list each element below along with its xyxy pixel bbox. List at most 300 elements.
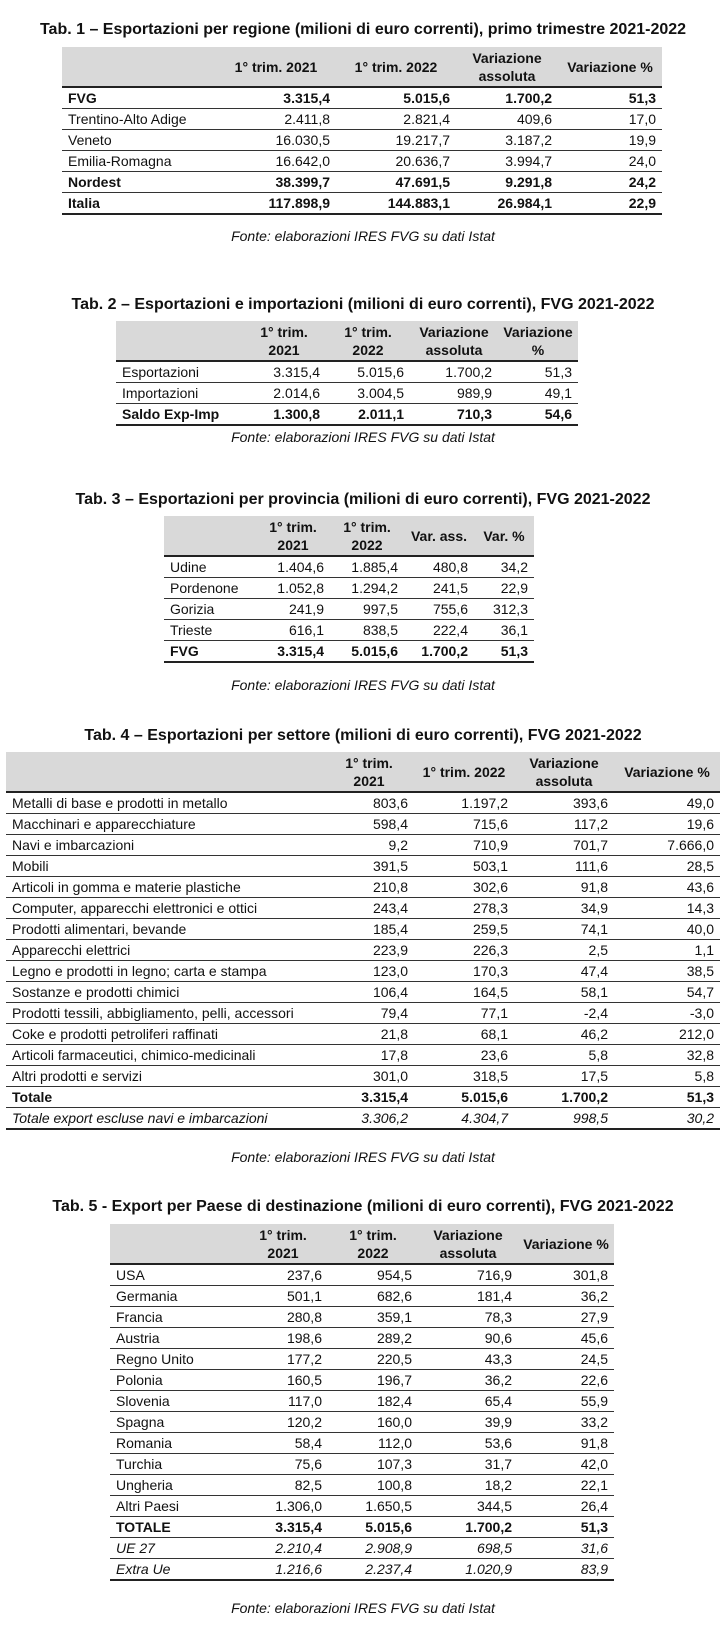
row-label: Romania — [110, 1433, 238, 1454]
header-cell: Variazione % — [614, 752, 720, 792]
value-cell: 259,5 — [414, 919, 514, 940]
header-cell-empty — [62, 47, 216, 87]
value-cell: 75,6 — [238, 1454, 328, 1475]
table-row — [110, 1433, 614, 1454]
value-cell: 91,8 — [518, 1433, 614, 1454]
header-cell: Variazione assoluta — [410, 321, 498, 361]
header-cell-empty — [116, 321, 242, 361]
table-row — [6, 1045, 720, 1066]
table-row — [116, 383, 578, 404]
value-cell: 198,6 — [238, 1328, 328, 1349]
row-label: Emilia-Romagna — [62, 151, 216, 172]
value-cell: 1.700,2 — [514, 1087, 614, 1108]
value-cell: 17,8 — [324, 1045, 414, 1066]
value-cell: 22,6 — [518, 1370, 614, 1391]
row-label: Gorizia — [164, 599, 256, 620]
row-label: Legno e prodotti in legno; carta e stampa — [6, 961, 324, 982]
tab1-source: Fonte: elaborazioni IRES FVG su dati Istat — [231, 228, 495, 244]
table-row — [6, 835, 720, 856]
value-cell: 36,1 — [474, 620, 534, 641]
row-label: Articoli farmaceutici, chimico-medicinali — [6, 1045, 324, 1066]
header-cell: Variazione assoluta — [456, 47, 558, 87]
value-cell: 1.404,6 — [256, 556, 330, 578]
row-label: Nordest — [62, 172, 216, 193]
table-row — [110, 1286, 614, 1307]
tab5-title: Tab. 5 - Export per Paese di destinazione (milioni di euro correnti), FVG 2021-2022 — [52, 1198, 674, 1215]
value-cell: 38.399,7 — [216, 172, 336, 193]
value-cell: 1.052,8 — [256, 578, 330, 599]
value-cell: 31,7 — [418, 1454, 518, 1475]
value-cell: 698,5 — [418, 1538, 518, 1559]
row-label: Slovenia — [110, 1391, 238, 1412]
header-row — [110, 1224, 614, 1264]
value-cell: 17,0 — [558, 109, 662, 130]
value-cell: 100,8 — [328, 1475, 418, 1496]
value-cell: 222,4 — [404, 620, 474, 641]
value-cell: 51,3 — [474, 641, 534, 663]
row-label: Mobili — [6, 856, 324, 877]
value-cell: 182,4 — [328, 1391, 418, 1412]
value-cell: 45,6 — [518, 1328, 614, 1349]
header-cell: 1° trim. 2021 — [256, 516, 330, 556]
value-cell: 51,3 — [498, 361, 578, 383]
row-label: Apparecchi elettrici — [6, 940, 324, 961]
value-cell: 30,2 — [614, 1108, 720, 1130]
table-row — [164, 620, 534, 641]
value-cell: 144.883,1 — [336, 193, 456, 215]
value-cell: 3.315,4 — [256, 641, 330, 663]
value-cell: 5,8 — [614, 1066, 720, 1087]
value-cell: 18,2 — [418, 1475, 518, 1496]
row-label: Saldo Exp-Imp — [116, 404, 242, 426]
value-cell: 210,8 — [324, 877, 414, 898]
value-cell: 74,1 — [514, 919, 614, 940]
header-cell: 1° trim. 2022 — [336, 47, 456, 87]
value-cell: 1.020,9 — [418, 1559, 518, 1581]
value-cell: 79,4 — [324, 1003, 414, 1024]
value-cell: 49,1 — [498, 383, 578, 404]
tab5-source: Fonte: elaborazioni IRES FVG su dati Istat — [231, 1600, 495, 1616]
value-cell: 33,2 — [518, 1412, 614, 1433]
header-row — [164, 516, 534, 556]
row-label: Computer, apparecchi elettronici e ottici — [6, 898, 324, 919]
value-cell: 223,9 — [324, 940, 414, 961]
value-cell: 359,1 — [328, 1307, 418, 1328]
tab1-table — [62, 47, 662, 215]
value-cell: 51,3 — [614, 1087, 720, 1108]
row-label: FVG — [164, 641, 256, 663]
value-cell: 803,6 — [324, 792, 414, 814]
row-label: Francia — [110, 1307, 238, 1328]
table-row — [110, 1307, 614, 1328]
value-cell: 1.650,5 — [328, 1496, 418, 1517]
value-cell: 83,9 — [518, 1559, 614, 1581]
value-cell: 17,5 — [514, 1066, 614, 1087]
value-cell: 1.700,2 — [456, 87, 558, 109]
table-row — [110, 1538, 614, 1559]
value-cell: 3.306,2 — [324, 1108, 414, 1130]
value-cell: 5.015,6 — [328, 1517, 418, 1538]
value-cell: 19.217,7 — [336, 130, 456, 151]
value-cell: 21,8 — [324, 1024, 414, 1045]
header-row — [62, 47, 662, 87]
value-cell: 19,9 — [558, 130, 662, 151]
value-cell: 997,5 — [330, 599, 404, 620]
value-cell: 106,4 — [324, 982, 414, 1003]
row-label: Trentino-Alto Adige — [62, 109, 216, 130]
tab4-title: Tab. 4 – Esportazioni per settore (milioni di euro correnti), FVG 2021-2022 — [84, 727, 642, 744]
header-cell: 1° trim. 2022 — [326, 321, 410, 361]
table-row — [116, 404, 578, 426]
row-label: Udine — [164, 556, 256, 578]
header-cell: Var. ass. — [404, 516, 474, 556]
value-cell: 19,6 — [614, 814, 720, 835]
value-cell: 36,2 — [418, 1370, 518, 1391]
value-cell: 5,8 — [514, 1045, 614, 1066]
table-row — [164, 599, 534, 620]
value-cell: 38,5 — [614, 961, 720, 982]
value-cell: 47.691,5 — [336, 172, 456, 193]
row-label: UE 27 — [110, 1538, 238, 1559]
value-cell: 91,8 — [514, 877, 614, 898]
table-row — [6, 1024, 720, 1045]
table-row — [6, 1066, 720, 1087]
row-label: Prodotti tessili, abbigliamento, pelli, accessori — [6, 1003, 324, 1024]
row-label: Germania — [110, 1286, 238, 1307]
value-cell: 26,4 — [518, 1496, 614, 1517]
value-cell: 5.015,6 — [326, 361, 410, 383]
value-cell: 710,3 — [410, 404, 498, 426]
value-cell: 170,3 — [414, 961, 514, 982]
value-cell: 1.700,2 — [418, 1517, 518, 1538]
value-cell: 47,4 — [514, 961, 614, 982]
value-cell: 54,7 — [614, 982, 720, 1003]
header-row — [6, 752, 720, 792]
value-cell: 1.294,2 — [330, 578, 404, 599]
row-label: Altri prodotti e servizi — [6, 1066, 324, 1087]
row-label: Esportazioni — [116, 361, 242, 383]
value-cell: 34,2 — [474, 556, 534, 578]
row-label: Extra Ue — [110, 1559, 238, 1581]
value-cell: 111,6 — [514, 856, 614, 877]
value-cell: 24,2 — [558, 172, 662, 193]
table-row — [6, 856, 720, 877]
value-cell: 682,6 — [328, 1286, 418, 1307]
header-cell: Variazione % — [558, 47, 662, 87]
header-cell: Variazione assoluta — [418, 1224, 518, 1264]
row-label: Veneto — [62, 130, 216, 151]
value-cell: 55,9 — [518, 1391, 614, 1412]
row-label: USA — [110, 1264, 238, 1286]
value-cell: 5.015,6 — [330, 641, 404, 663]
row-label: Turchia — [110, 1454, 238, 1475]
value-cell: 112,0 — [328, 1433, 418, 1454]
row-label: TOTALE — [110, 1517, 238, 1538]
value-cell: 26.984,1 — [456, 193, 558, 215]
value-cell: 65,4 — [418, 1391, 518, 1412]
value-cell: 301,0 — [324, 1066, 414, 1087]
value-cell: 24,5 — [518, 1349, 614, 1370]
value-cell: 16.030,5 — [216, 130, 336, 151]
row-label: Italia — [62, 193, 216, 215]
value-cell: 954,5 — [328, 1264, 418, 1286]
table-row — [110, 1370, 614, 1391]
value-cell: 43,6 — [614, 877, 720, 898]
value-cell: 3.315,4 — [216, 87, 336, 109]
value-cell: 23,6 — [414, 1045, 514, 1066]
table-row — [6, 814, 720, 835]
header-cell: 1° trim. 2022 — [330, 516, 404, 556]
tab4-table — [6, 752, 720, 1130]
value-cell: 28,5 — [614, 856, 720, 877]
value-cell: 34,9 — [514, 898, 614, 919]
value-cell: 393,6 — [514, 792, 614, 814]
header-cell: 1° trim. 2021 — [216, 47, 336, 87]
value-cell: -2,4 — [514, 1003, 614, 1024]
header-cell: Variazione % — [498, 321, 578, 361]
value-cell: 220,5 — [328, 1349, 418, 1370]
table-row — [62, 87, 662, 109]
header-row — [116, 321, 578, 361]
value-cell: 616,1 — [256, 620, 330, 641]
tab2-table — [116, 321, 578, 426]
value-cell: 53,6 — [418, 1433, 518, 1454]
value-cell: 16.642,0 — [216, 151, 336, 172]
row-label: FVG — [62, 87, 216, 109]
value-cell: 40,0 — [614, 919, 720, 940]
value-cell: 212,0 — [614, 1024, 720, 1045]
value-cell: 3.315,4 — [324, 1087, 414, 1108]
value-cell: 49,0 — [614, 792, 720, 814]
table-row — [110, 1412, 614, 1433]
value-cell: 2.237,4 — [328, 1559, 418, 1581]
table-row — [6, 1003, 720, 1024]
value-cell: 289,2 — [328, 1328, 418, 1349]
header-cell: Variazione % — [518, 1224, 614, 1264]
table-row — [62, 151, 662, 172]
value-cell: 32,8 — [614, 1045, 720, 1066]
value-cell: 160,5 — [238, 1370, 328, 1391]
value-cell: 501,1 — [238, 1286, 328, 1307]
value-cell: 716,9 — [418, 1264, 518, 1286]
value-cell: 51,3 — [518, 1517, 614, 1538]
table-row — [6, 898, 720, 919]
tab3-title: Tab. 3 – Esportazioni per provincia (milioni di euro correnti), FVG 2021-2022 — [75, 491, 651, 508]
value-cell: 302,6 — [414, 877, 514, 898]
value-cell: 78,3 — [418, 1307, 518, 1328]
value-cell: 46,2 — [514, 1024, 614, 1045]
row-label: Spagna — [110, 1412, 238, 1433]
tab2-title: Tab. 2 – Esportazioni e importazioni (milioni di euro correnti), FVG 2021-2022 — [71, 296, 655, 313]
header-cell: 1° trim. 2021 — [242, 321, 326, 361]
table-row — [110, 1349, 614, 1370]
value-cell: 998,5 — [514, 1108, 614, 1130]
value-cell: 185,4 — [324, 919, 414, 940]
value-cell: 1.216,6 — [238, 1559, 328, 1581]
row-label: Austria — [110, 1328, 238, 1349]
table-row — [62, 109, 662, 130]
value-cell: 9,2 — [324, 835, 414, 856]
value-cell: 503,1 — [414, 856, 514, 877]
value-cell: 2.011,1 — [326, 404, 410, 426]
header-cell: Var. % — [474, 516, 534, 556]
table-row — [164, 556, 534, 578]
value-cell: 5.015,6 — [414, 1087, 514, 1108]
value-cell: 22,9 — [558, 193, 662, 215]
value-cell: 710,9 — [414, 835, 514, 856]
table-row — [6, 792, 720, 814]
row-label: Totale — [6, 1087, 324, 1108]
value-cell: 20.636,7 — [336, 151, 456, 172]
value-cell: 1.300,8 — [242, 404, 326, 426]
tab3-source: Fonte: elaborazioni IRES FVG su dati Istat — [231, 677, 495, 693]
value-cell: 58,4 — [238, 1433, 328, 1454]
table-row — [164, 641, 534, 663]
table-row — [110, 1559, 614, 1581]
row-label: Importazioni — [116, 383, 242, 404]
value-cell: 1.885,4 — [330, 556, 404, 578]
value-cell: 1.197,2 — [414, 792, 514, 814]
table-row — [6, 1087, 720, 1108]
header-cell: 1° trim. 2021 — [238, 1224, 328, 1264]
table-row — [62, 172, 662, 193]
row-label: Regno Unito — [110, 1349, 238, 1370]
value-cell: 989,9 — [410, 383, 498, 404]
row-label: Coke e prodotti petroliferi raffinati — [6, 1024, 324, 1045]
row-label: Altri Paesi — [110, 1496, 238, 1517]
value-cell: 226,3 — [414, 940, 514, 961]
value-cell: 36,2 — [518, 1286, 614, 1307]
value-cell: 2.014,6 — [242, 383, 326, 404]
value-cell: 107,3 — [328, 1454, 418, 1475]
table-row — [110, 1264, 614, 1286]
value-cell: 177,2 — [238, 1349, 328, 1370]
value-cell: 318,5 — [414, 1066, 514, 1087]
value-cell: 243,4 — [324, 898, 414, 919]
tab3-table — [164, 516, 534, 663]
value-cell: 391,5 — [324, 856, 414, 877]
value-cell: 82,5 — [238, 1475, 328, 1496]
value-cell: 181,4 — [418, 1286, 518, 1307]
tab2-source: Fonte: elaborazioni IRES FVG su dati Istat — [231, 429, 495, 445]
tab1-title: Tab. 1 – Esportazioni per regione (milioni di euro correnti), primo trimestre 2021-2022 — [39, 21, 687, 38]
value-cell: 241,5 — [404, 578, 474, 599]
header-cell: 1° trim. 2021 — [324, 752, 414, 792]
value-cell: 54,6 — [498, 404, 578, 426]
table-row — [6, 961, 720, 982]
value-cell: 1.306,0 — [238, 1496, 328, 1517]
row-label: Prodotti alimentari, bevande — [6, 919, 324, 940]
value-cell: 344,5 — [418, 1496, 518, 1517]
value-cell: 5.015,6 — [336, 87, 456, 109]
value-cell: 838,5 — [330, 620, 404, 641]
value-cell: 3.994,7 — [456, 151, 558, 172]
value-cell: 1.700,2 — [404, 641, 474, 663]
value-cell: 237,6 — [238, 1264, 328, 1286]
value-cell: 301,8 — [518, 1264, 614, 1286]
value-cell: 3.187,2 — [456, 130, 558, 151]
value-cell: 480,8 — [404, 556, 474, 578]
value-cell: 9.291,8 — [456, 172, 558, 193]
value-cell: 2.210,4 — [238, 1538, 328, 1559]
value-cell: 123,0 — [324, 961, 414, 982]
row-label: Metalli di base e prodotti in metallo — [6, 792, 324, 814]
value-cell: 4.304,7 — [414, 1108, 514, 1130]
value-cell: 2,5 — [514, 940, 614, 961]
value-cell: 14,3 — [614, 898, 720, 919]
table-row — [110, 1328, 614, 1349]
header-cell: 1° trim. 2022 — [414, 752, 514, 792]
table-row — [110, 1475, 614, 1496]
table-row — [116, 361, 578, 383]
table-row — [6, 1108, 720, 1130]
table-row — [62, 193, 662, 215]
row-label: Macchinari e apparecchiature — [6, 814, 324, 835]
value-cell: 701,7 — [514, 835, 614, 856]
value-cell: 3.315,4 — [238, 1517, 328, 1538]
value-cell: 51,3 — [558, 87, 662, 109]
value-cell: 598,4 — [324, 814, 414, 835]
value-cell: 120,2 — [238, 1412, 328, 1433]
row-label: Polonia — [110, 1370, 238, 1391]
header-cell: 1° trim. 2022 — [328, 1224, 418, 1264]
row-label: Articoli in gomma e materie plastiche — [6, 877, 324, 898]
value-cell: 755,6 — [404, 599, 474, 620]
value-cell: 117.898,9 — [216, 193, 336, 215]
value-cell: 2.411,8 — [216, 109, 336, 130]
tab4-source: Fonte: elaborazioni IRES FVG su dati Istat — [231, 1149, 495, 1165]
value-cell: 164,5 — [414, 982, 514, 1003]
value-cell: 241,9 — [256, 599, 330, 620]
value-cell: 31,6 — [518, 1538, 614, 1559]
value-cell: 2.908,9 — [328, 1538, 418, 1559]
value-cell: 715,6 — [414, 814, 514, 835]
value-cell: 22,9 — [474, 578, 534, 599]
table-row — [164, 578, 534, 599]
table-row — [110, 1454, 614, 1475]
row-label: Navi e imbarcazioni — [6, 835, 324, 856]
row-label: Sostanze e prodotti chimici — [6, 982, 324, 1003]
value-cell: 3.004,5 — [326, 383, 410, 404]
value-cell: 58,1 — [514, 982, 614, 1003]
row-label: Trieste — [164, 620, 256, 641]
row-label: Totale export escluse navi e imbarcazioni — [6, 1108, 324, 1130]
value-cell: 280,8 — [238, 1307, 328, 1328]
value-cell: 22,1 — [518, 1475, 614, 1496]
value-cell: 196,7 — [328, 1370, 418, 1391]
value-cell: 42,0 — [518, 1454, 614, 1475]
header-cell-empty — [164, 516, 256, 556]
value-cell: 117,2 — [514, 814, 614, 835]
table-row — [6, 940, 720, 961]
value-cell: 1,1 — [614, 940, 720, 961]
header-cell-empty — [6, 752, 324, 792]
table-row — [110, 1391, 614, 1412]
table-row — [62, 130, 662, 151]
value-cell: 312,3 — [474, 599, 534, 620]
value-cell: 43,3 — [418, 1349, 518, 1370]
value-cell: 278,3 — [414, 898, 514, 919]
table-row — [6, 982, 720, 1003]
tab5-table — [110, 1224, 614, 1581]
row-label: Ungheria — [110, 1475, 238, 1496]
value-cell: 24,0 — [558, 151, 662, 172]
value-cell: 160,0 — [328, 1412, 418, 1433]
value-cell: 3.315,4 — [242, 361, 326, 383]
table-row — [6, 919, 720, 940]
table-row — [110, 1517, 614, 1538]
header-cell-empty — [110, 1224, 238, 1264]
